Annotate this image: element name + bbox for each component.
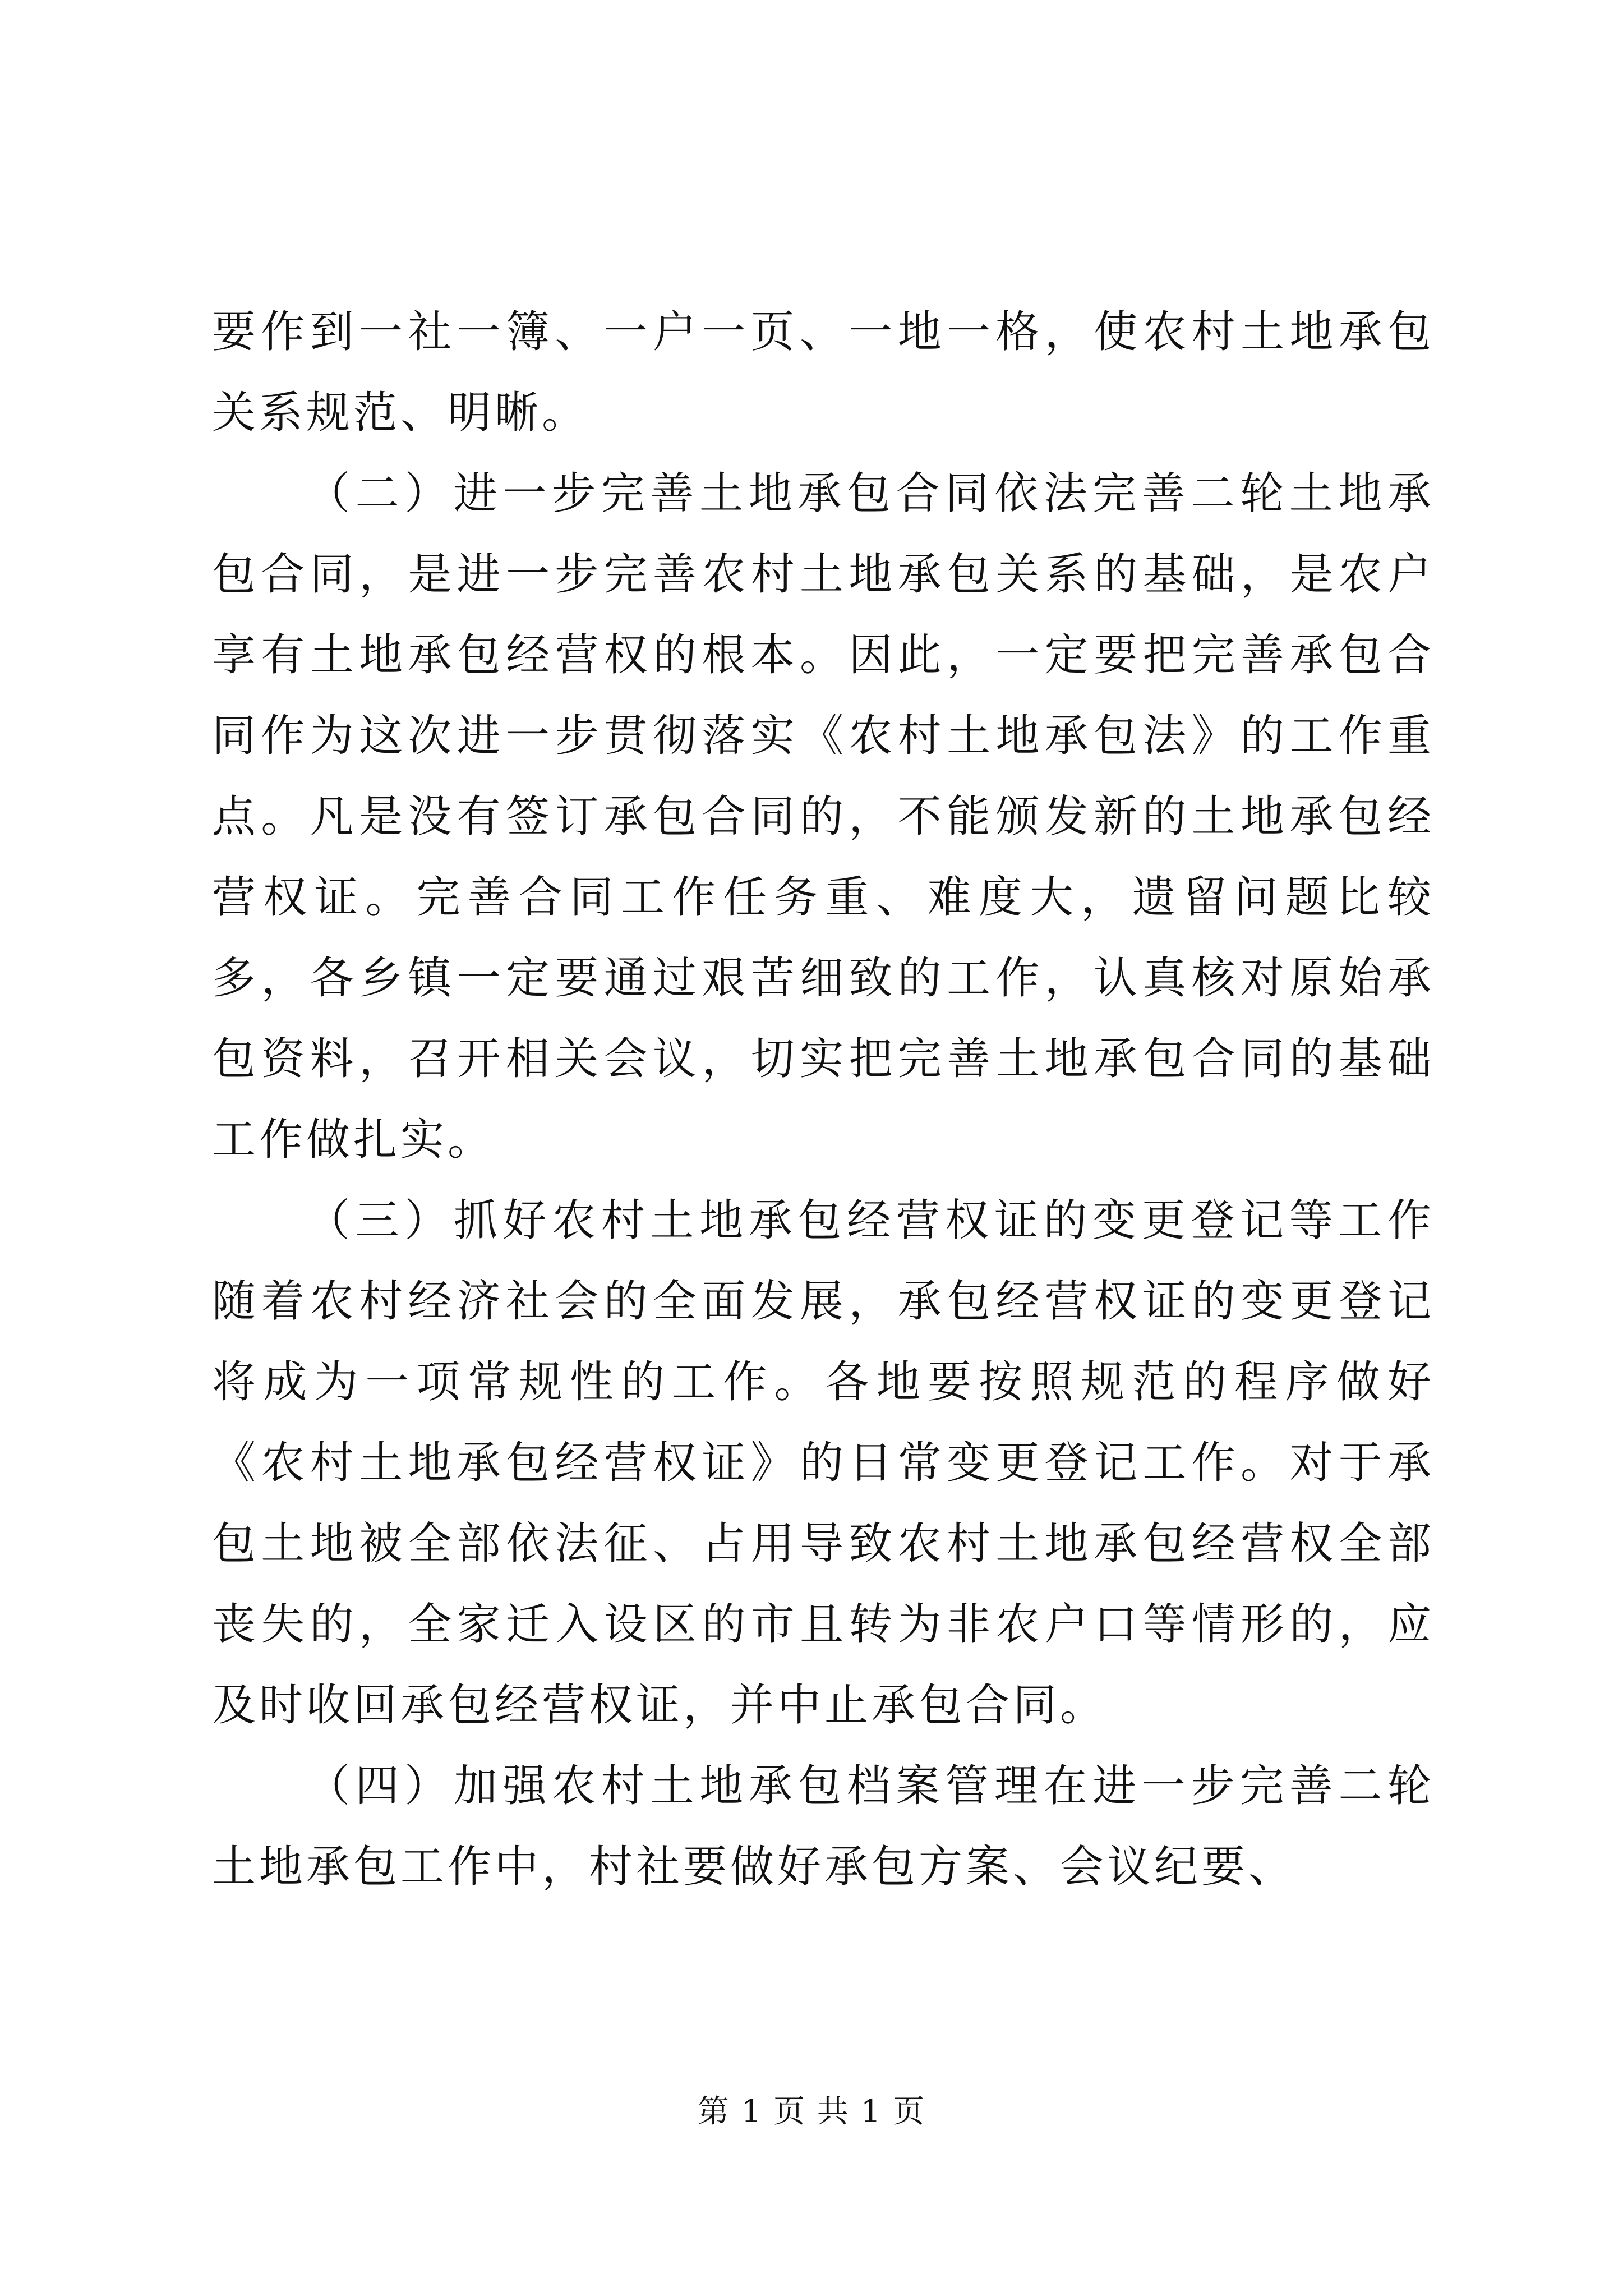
paragraph-section-2: （二）进一步完善土地承包合同依法完善二轮土地承包合同，是进一步完善农村土地承包关系的基础，是农户享有土地承包经营权的根本。因此，一定要把完善承包合同作为这次进一步贯彻落实《农村土地承包法》的工作重点。凡是没有签订承包合同的，不能颁发新的土地承包经营权证。完善合同工作任务重、难度大，遗留问题比较多，各乡镇一定要通过艰苦细致的工作，认真核对原始承包资料，召开相关会议，切实把完善土地承包合同的基础工作做扎实。 xyxy=(212,468,1435,1165)
paragraph-section-3: （三）抓好农村土地承包经营权证的变更登记等工作随着农村经济社会的全面发展，承包经营权证的变更登记将成为一项常规性的工作。各地要按照规范的程序做好《农村土地承包经营权证》的日常变更登记工作。对于承包土地被全部依法征、占用导致农村土地承包经营权全部丧失的，全家迁入设区的市且转为非农户口等情形的，应及时收回承包经营权证，并中止承包合同。 xyxy=(212,1195,1435,1731)
page-number-footer: 第 1 页 共 1 页 xyxy=(697,2093,926,2130)
paragraph-section-4: （四）加强农村土地承包档案管理在进一步完善二轮土地承包工作中，村社要做好承包方案、会议纪要、 xyxy=(212,1761,1435,1892)
document-body xyxy=(212,292,1435,1907)
paragraph-continuation: 要作到一社一簿、一户一页、一地一格，使农村土地承包关系规范、明晰。 xyxy=(212,307,1435,438)
